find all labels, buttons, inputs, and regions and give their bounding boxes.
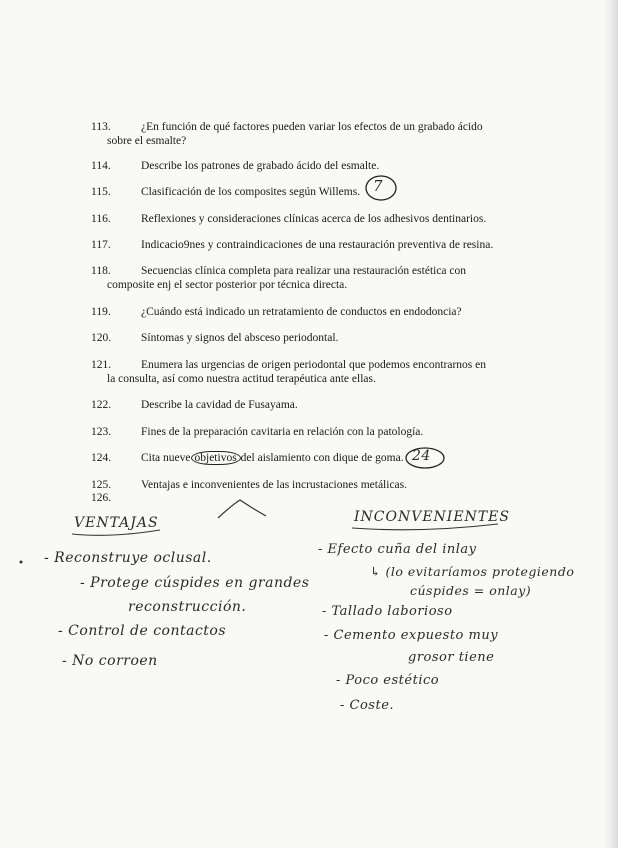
question-number: 116. [91,213,111,225]
question-number: 117. [91,239,111,251]
question-text: Síntomas y signos del absceso periodontal. [141,332,339,344]
ventaja-item: - Control de contactos [58,623,227,639]
ventaja-item-continued: reconstrucción. [128,599,247,615]
question-text: Secuencias clínica completa para realizar una restauración estética con [141,265,467,277]
caret-mark [218,500,266,518]
inconveniente-item: - Tallado laborioso [322,604,453,619]
question-text: Describe los patrones de grabado ácido del esmalte. [141,160,380,172]
question-text-before: Cita nueve [141,452,191,464]
heading-ventajas: VENTAJAS [74,515,159,531]
question-text: Indicacio9nes y contraindicaciones de una restauración preventiva de resina. [141,239,494,251]
inconveniente-item-continued: ↳ (lo evitaríamos protegiendo [370,564,575,579]
inconveniente-item-continued: cúspides = onlay) [410,583,532,598]
inconveniente-item: - Coste. [340,698,395,713]
question-number: 119. [91,306,111,318]
ventaja-item: - Reconstruye oclusal. [44,550,212,566]
question-text: Fines de la preparación cavitaria en relación con la patología. [141,426,424,438]
inconveniente-item: - Poco estético [336,673,440,688]
question-text-continued: composite enj el sector posterior por técnica directa. [107,279,348,291]
question-text: ¿Cuándo está indicado un retratamiento de conductos en endodoncia? [141,306,462,318]
question-text: Enumera las urgencias de origen periodontal que podemos encontrarnos en [141,359,486,371]
question-number: 122. [91,399,112,411]
question-number: 115. [91,186,111,198]
question-number: 125. [91,479,112,491]
inconveniente-item: - Cemento expuesto muy [324,628,499,643]
question-number: 126. [91,492,112,504]
question-text: Ventajas e inconvenientes de las incrustaciones metálicas. [141,479,407,491]
margin-dot [20,561,23,564]
ventaja-item: - Protege cúspides en grandes [80,575,310,591]
question-number: 118. [91,265,111,277]
heading-inconvenientes: INCONVENIENTES [354,509,510,525]
inconveniente-item-continued: grosor tiene [408,650,495,665]
question-text-continued: sobre el esmalte? [107,135,187,147]
question-number: 124. [91,452,112,464]
circled-number-24: 24 [412,448,431,464]
question-number: 113. [91,121,111,133]
question-number: 120. [91,332,112,344]
question-number: 123. [91,426,112,438]
question-text: Clasificación de los composites según Willems. [141,186,361,198]
question-text: ¿En función de qué factores pueden variar los efectos de un grabado ácido [141,121,483,133]
question-text: Reflexiones y consideraciones clínicas acerca de los adhesivos dentinarios. [141,213,487,225]
question-number: 121. [91,359,112,371]
ventaja-item: - No corroen [62,653,158,669]
circled-word: objetivos [191,451,241,465]
question-text: Describe la cavidad de Fusayama. [141,399,298,411]
circled-number-7: 7 [373,177,384,195]
question-text-after: del aislamiento con dique de goma. [240,452,404,464]
question-number: 114. [91,160,111,172]
question-text-continued: la consulta, así como nuestra actitud terapéutica ante ellas. [107,373,376,385]
inconveniente-item: - Efecto cuña del inlay [318,542,477,557]
